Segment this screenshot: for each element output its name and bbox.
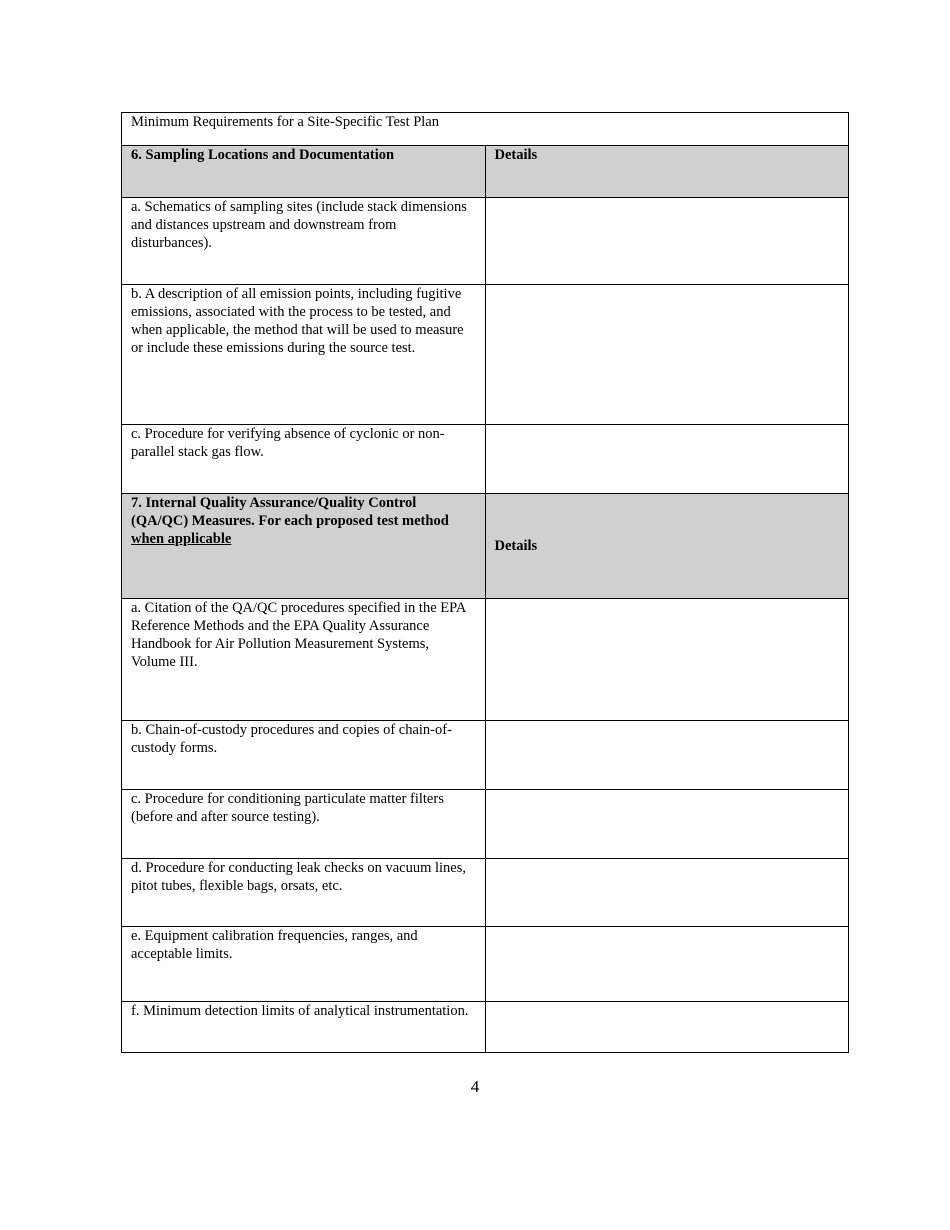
- section-7-heading-underlined: when applicable: [131, 531, 232, 547]
- details-cell-6b[interactable]: [485, 285, 849, 425]
- details-cell-6c[interactable]: [485, 425, 849, 494]
- test-plan-table: [121, 112, 849, 1053]
- details-cell-7b[interactable]: [485, 721, 849, 790]
- section-7-header-row: [122, 494, 849, 599]
- table-row: [122, 425, 849, 494]
- section-7-details-header: Details: [485, 494, 849, 599]
- table-row: [122, 1002, 849, 1053]
- requirement-7e: e. Equipment calibration frequencies, ranges, and acceptable limits.: [122, 927, 486, 1002]
- table-row: [122, 721, 849, 790]
- requirement-6a: a. Schematics of sampling sites (include stack dimensions and distances upstream and downstream from disturbances).: [122, 198, 486, 285]
- table-title: Minimum Requirements for a Site-Specific Test Plan: [122, 113, 849, 146]
- table-row: [122, 198, 849, 285]
- section-7-heading-text: 7. Internal Quality Assurance/Quality Control (QA/QC) Measures. For each proposed test method: [131, 495, 449, 529]
- table-row: [122, 790, 849, 859]
- table-row: [122, 859, 849, 927]
- requirement-7c: c. Procedure for conditioning particulate matter filters (before and after source testing).: [122, 790, 486, 859]
- requirement-7a: a. Citation of the QA/QC procedures specified in the EPA Reference Methods and the EPA Quality Assurance Handbook for Air Pollution Measurement Systems, Volume III.: [122, 599, 486, 721]
- details-cell-7d[interactable]: [485, 859, 849, 927]
- table-row: [122, 927, 849, 1002]
- requirement-7d: d. Procedure for conducting leak checks on vacuum lines, pitot tubes, flexible bags, orsats, etc.: [122, 859, 486, 927]
- requirement-7f: f. Minimum detection limits of analytical instrumentation.: [122, 1002, 486, 1053]
- table-row: [122, 285, 849, 425]
- details-cell-7e[interactable]: [485, 927, 849, 1002]
- requirement-6b: b. A description of all emission points, including fugitive emissions, associated with the process to be tested, and when applicable, the method that will be used to measure or include these emissions during the source test.: [122, 285, 486, 425]
- details-cell-7f[interactable]: [485, 1002, 849, 1053]
- table-row: [122, 599, 849, 721]
- section-6-header-row: [122, 146, 849, 198]
- section-6-heading: 6. Sampling Locations and Documentation: [122, 146, 486, 198]
- requirement-6c: c. Procedure for verifying absence of cyclonic or non-parallel stack gas flow.: [122, 425, 486, 494]
- page-number: 4: [470, 1077, 480, 1096]
- details-cell-6a[interactable]: [485, 198, 849, 285]
- section-6-details-header: Details: [485, 146, 849, 198]
- requirement-7b: b. Chain-of-custody procedures and copies of chain-of-custody forms.: [122, 721, 486, 790]
- section-7-heading: [122, 494, 486, 599]
- details-cell-7c[interactable]: [485, 790, 849, 859]
- details-cell-7a[interactable]: [485, 599, 849, 721]
